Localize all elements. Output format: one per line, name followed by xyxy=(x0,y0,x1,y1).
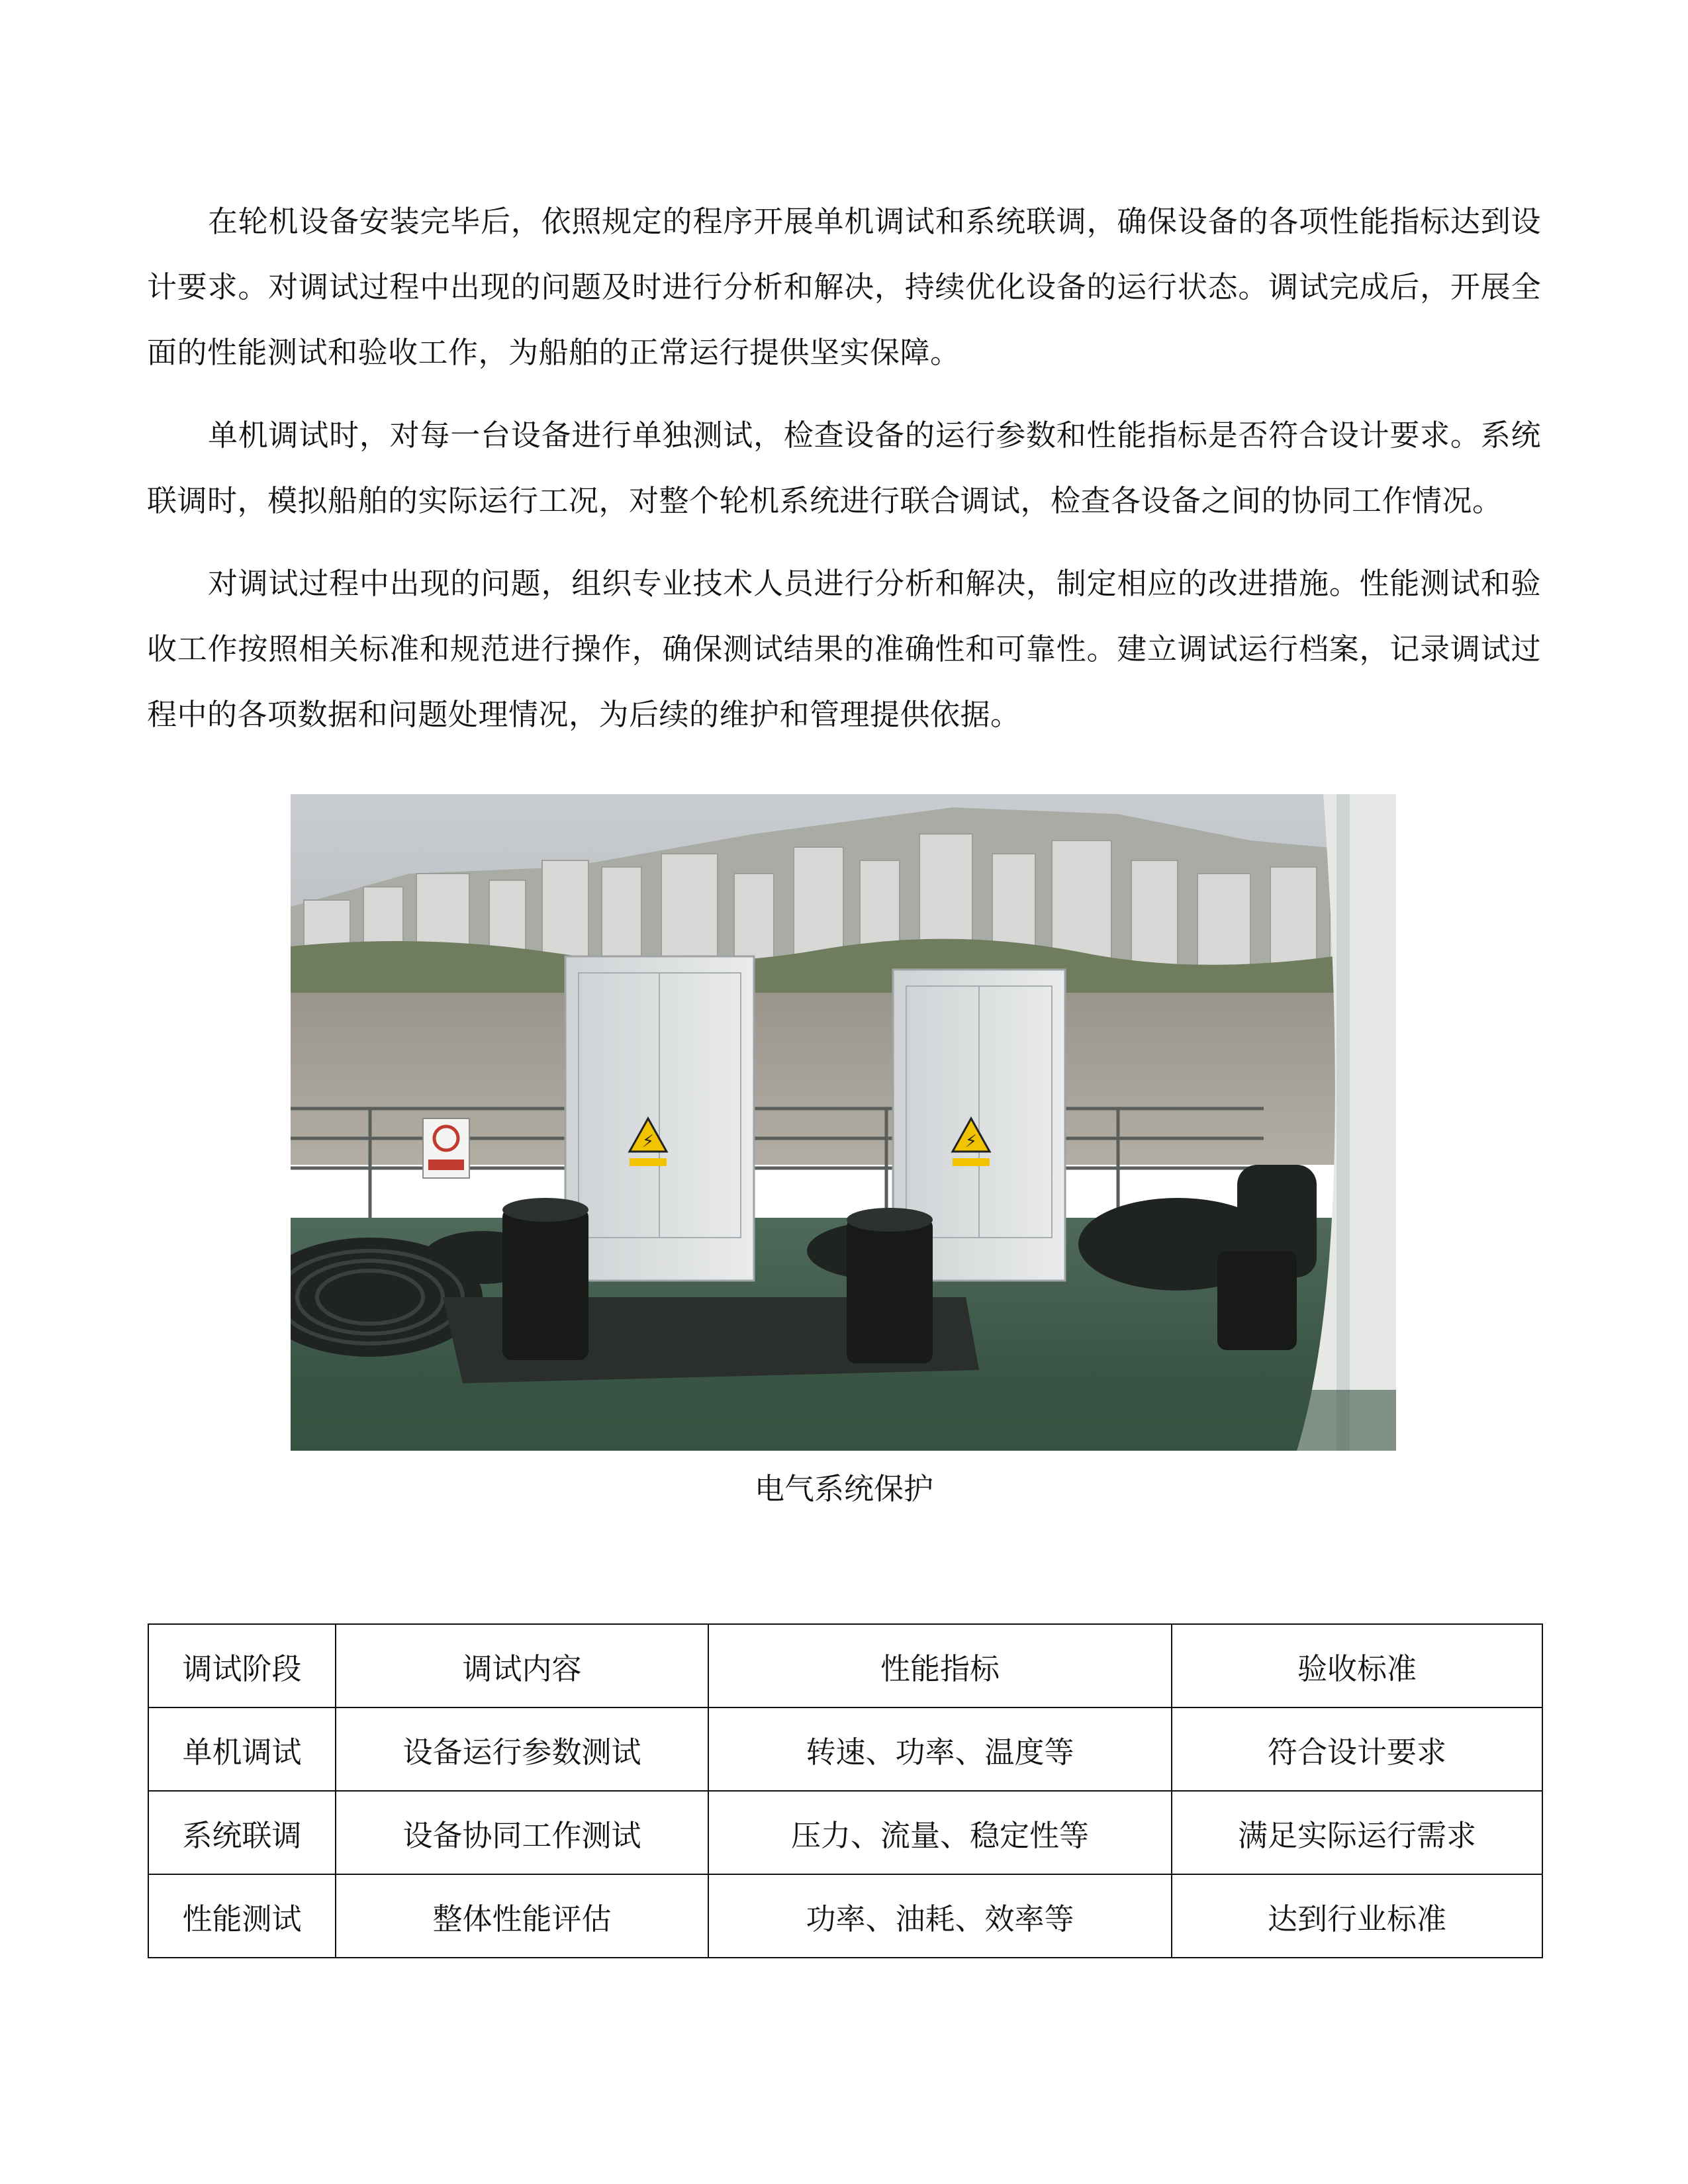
table-cell: 性能测试 xyxy=(148,1874,336,1958)
table-cell: 设备运行参数测试 xyxy=(336,1707,708,1791)
table-cell: 符合设计要求 xyxy=(1172,1707,1542,1791)
table-row xyxy=(148,1874,1542,1958)
paragraph-1: 在轮机设备安装完毕后，依照规定的程序开展单机调试和系统联调，确保设备的各项性能指标达到设计要求。对调试过程中出现的问题及时进行分析和解决，持续优化设备的运行状态。调试完成后，开展全面的性能测试和验收工作，为船舶的正常运行提供坚实保障。 xyxy=(147,204,1541,370)
table-row xyxy=(148,1707,1542,1791)
paragraph-2: 单机调试时，对每一台设备进行单独测试，检查设备的运行参数和性能指标是否符合设计要求。系统联调时，模拟船舶的实际运行工况，对整个轮机系统进行联合调试，检查各设备之间的协同工作情况。 xyxy=(147,418,1541,518)
svg-text:⚡: ⚡ xyxy=(964,1132,978,1152)
table-cell: 设备协同工作测试 xyxy=(336,1791,708,1874)
svg-text:⚡: ⚡ xyxy=(641,1132,655,1152)
table-cell: 系统联调 xyxy=(148,1791,336,1874)
paragraph-3: 对调试过程中出现的问题，组织专业技术人员进行分析和解决，制定相应的改进措施。性能测试和验收工作按照相关标准和规范进行操作，确保测试结果的准确性和可靠性。建立调试运行档案，记录调试过程中的各项数据和问题处理情况，为后续的维护和管理提供依据。 xyxy=(147,566,1541,732)
figure-photo xyxy=(291,794,1396,1451)
figure-caption: 电气系统保护 xyxy=(754,1471,933,1506)
electrical-cabinets-photo xyxy=(291,794,1396,1451)
header-cell: 验收标准 xyxy=(1172,1624,1542,1707)
table-row xyxy=(148,1791,1542,1874)
table-cell: 单机调试 xyxy=(148,1707,336,1791)
header-cell: 调试阶段 xyxy=(148,1624,336,1707)
table-cell: 压力、流量、稳定性等 xyxy=(708,1791,1172,1874)
header-cell: 调试内容 xyxy=(336,1624,708,1707)
table-cell: 整体性能评估 xyxy=(336,1874,708,1958)
body-text xyxy=(147,189,1541,764)
header-cell: 性能指标 xyxy=(708,1624,1172,1707)
table-cell: 达到行业标准 xyxy=(1172,1874,1542,1958)
commissioning-table xyxy=(148,1623,1543,1958)
table-cell: 转速、功率、温度等 xyxy=(708,1707,1172,1791)
table-header-row xyxy=(148,1624,1542,1707)
table-cell: 满足实际运行需求 xyxy=(1172,1791,1542,1874)
table-cell: 功率、油耗、效率等 xyxy=(708,1874,1172,1958)
